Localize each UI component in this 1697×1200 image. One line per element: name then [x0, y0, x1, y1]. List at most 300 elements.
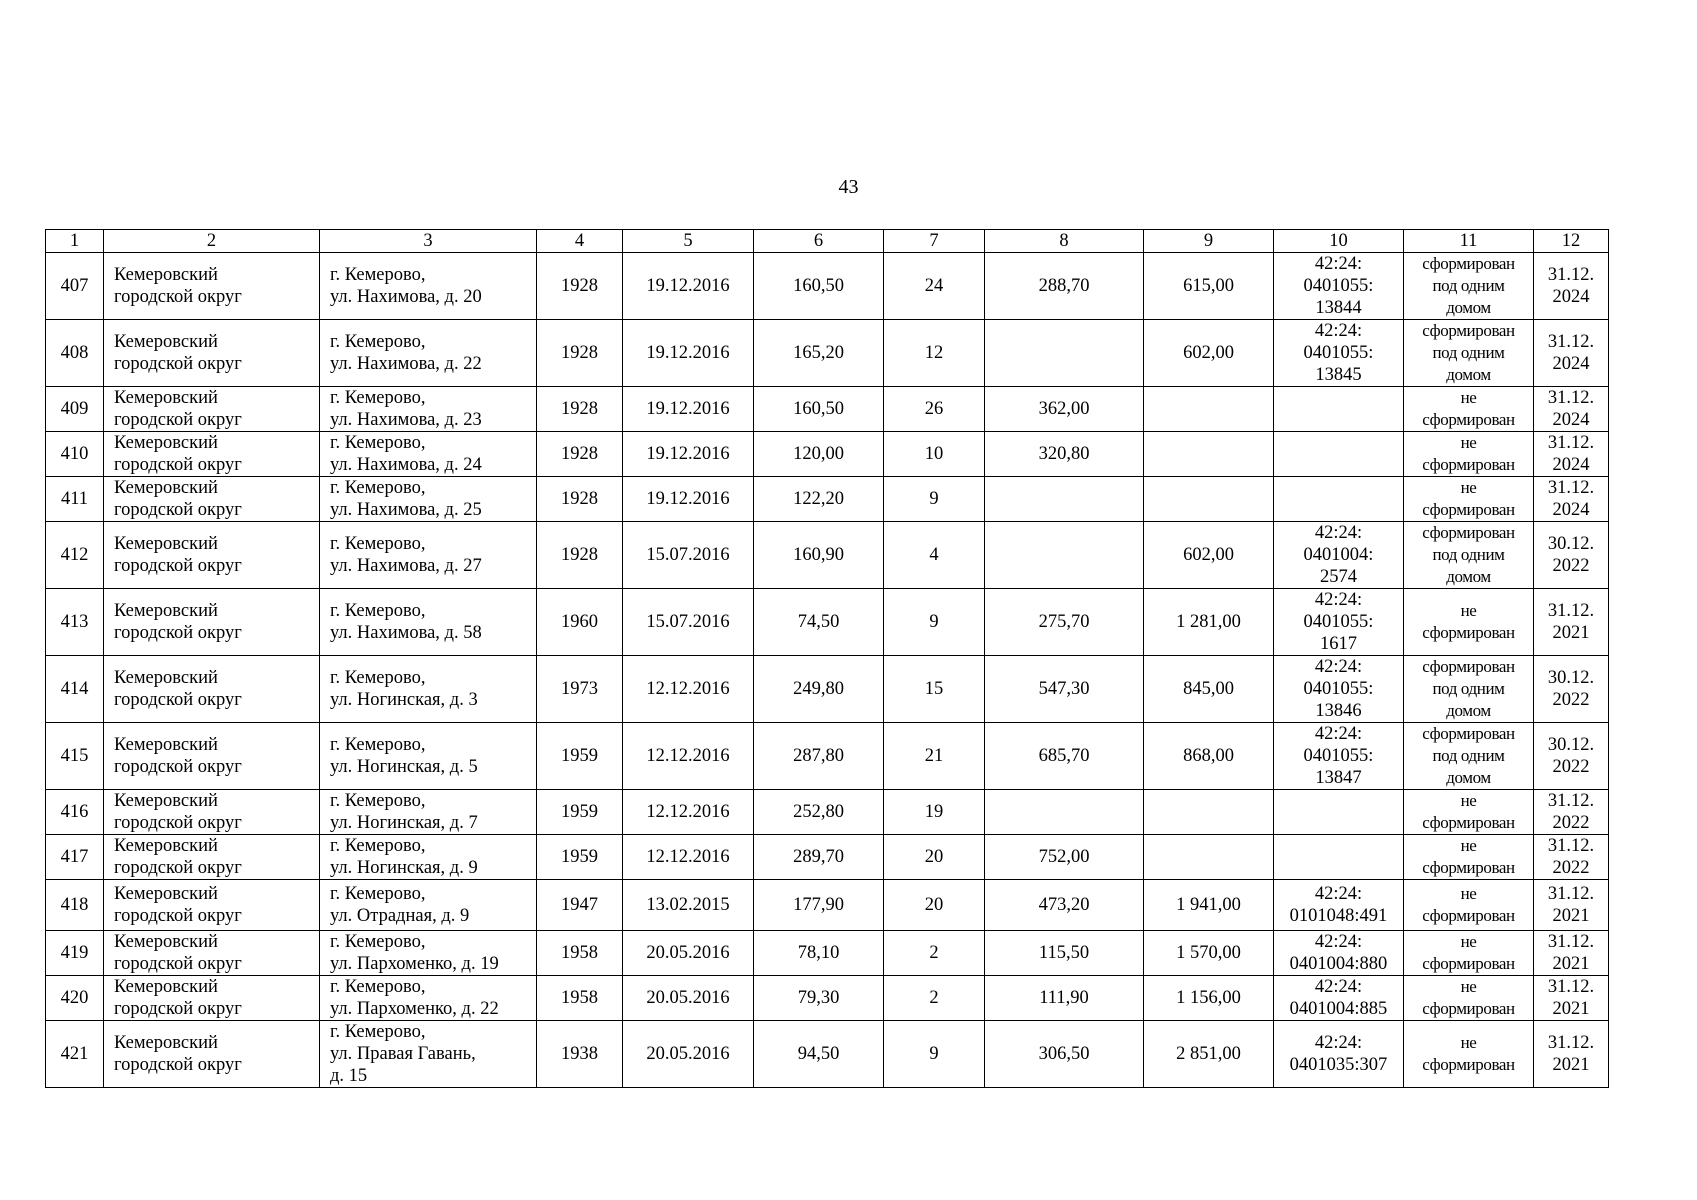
municipality-line: городской округ: [114, 757, 242, 777]
municipality-line: городской округ: [114, 1055, 242, 1075]
residents-count: 19: [884, 790, 985, 835]
address: [320, 387, 537, 432]
recognition-date: 19.12.2016: [623, 320, 754, 387]
table-row: [46, 432, 1609, 477]
address-line: ул. Нахимова, д. 58: [330, 623, 482, 643]
municipality-line: городской округ: [114, 858, 242, 878]
row-number: 418: [46, 880, 104, 931]
address-line: г. Кемерово,: [330, 836, 426, 856]
cadastral-number: [1274, 976, 1404, 1021]
address: [320, 931, 537, 976]
land-area-value: [1144, 432, 1274, 477]
land-plot-status-line: домом: [1446, 768, 1491, 787]
address-line: г. Кемерово,: [330, 534, 426, 554]
municipality: [104, 835, 320, 880]
cadastral-number-line: 13844: [1315, 298, 1362, 318]
resettlement-deadline-line: 31.12.: [1547, 836, 1595, 856]
recognition-date: 20.05.2016: [623, 976, 754, 1021]
municipality-line: городской округ: [114, 690, 242, 710]
resettlement-deadline: [1534, 976, 1609, 1021]
resettlement-deadline-line: 31.12.: [1547, 791, 1595, 811]
municipality-line: Кемеровский: [114, 884, 218, 904]
resettlement-deadline: [1534, 387, 1609, 432]
land-plot-status-line: не: [1460, 791, 1477, 810]
land-area-value: 602,00: [1144, 522, 1274, 589]
column-header-4: 4: [537, 230, 623, 253]
address-line: ул. Ногинская, д. 5: [330, 757, 478, 777]
cadastral-number: [1274, 931, 1404, 976]
recognition-date: 20.05.2016: [623, 1021, 754, 1088]
resettlement-deadline-line: 31.12.: [1547, 433, 1595, 453]
resettlement-deadline-line: 2022: [1552, 858, 1590, 878]
table-row: [46, 656, 1609, 723]
cadastral-number: [1274, 387, 1404, 432]
land-area-value: [1144, 387, 1274, 432]
build-year: 1960: [537, 589, 623, 656]
column-8-value: [985, 790, 1144, 835]
table-row: [46, 931, 1609, 976]
municipality: [104, 320, 320, 387]
land-plot-status-line: не: [1460, 388, 1477, 407]
build-year: 1959: [537, 835, 623, 880]
land-plot-status: [1404, 387, 1534, 432]
build-year: 1959: [537, 723, 623, 790]
column-8-value: 473,20: [985, 880, 1144, 931]
row-number: 417: [46, 835, 104, 880]
resettlement-deadline-line: 30.12.: [1547, 534, 1595, 554]
municipality-line: городской округ: [114, 954, 242, 974]
land-plot-status-line: не: [1460, 1033, 1477, 1052]
address: [320, 253, 537, 320]
recognition-date: 12.12.2016: [623, 835, 754, 880]
land-plot-status-line: домом: [1446, 298, 1491, 317]
resettlement-deadline: [1534, 931, 1609, 976]
resettlement-deadline-line: 2024: [1552, 287, 1590, 307]
build-year: 1928: [537, 432, 623, 477]
municipality: [104, 432, 320, 477]
resettlement-deadline: [1534, 790, 1609, 835]
address: [320, 835, 537, 880]
municipality: [104, 387, 320, 432]
municipality-line: Кемеровский: [114, 265, 218, 285]
address-line: г. Кемерово,: [330, 433, 426, 453]
land-plot-status-line: под одним: [1432, 343, 1505, 362]
resettlement-deadline-line: 31.12.: [1547, 265, 1595, 285]
land-plot-status-line: не: [1460, 433, 1477, 452]
resettlement-deadline-line: 2024: [1552, 410, 1590, 430]
land-plot-status-line: сформирован: [1422, 999, 1515, 1018]
resettlement-deadline: [1534, 432, 1609, 477]
cadastral-number: [1274, 723, 1404, 790]
land-plot-status-line: под одним: [1432, 276, 1505, 295]
cadastral-number: [1274, 477, 1404, 522]
cadastral-number-line: 0101048:491: [1289, 906, 1388, 926]
area-value: 78,10: [754, 931, 884, 976]
address-line: г. Кемерово,: [330, 735, 426, 755]
address-line: г. Кемерово,: [330, 1022, 426, 1042]
recognition-date: 13.02.2015: [623, 880, 754, 931]
recognition-date: 19.12.2016: [623, 432, 754, 477]
address: [320, 880, 537, 931]
area-value: 79,30: [754, 976, 884, 1021]
resettlement-deadline-line: 30.12.: [1547, 668, 1595, 688]
cadastral-number-line: 42:24:: [1314, 590, 1363, 610]
resettlement-deadline: [1534, 723, 1609, 790]
address-line: ул. Пархоменко, д. 22: [330, 999, 499, 1019]
cadastral-number-line: 42:24:: [1314, 884, 1363, 904]
cadastral-number: [1274, 1021, 1404, 1088]
address: [320, 320, 537, 387]
land-plot-status-line: сформирован: [1422, 523, 1515, 542]
land-area-value: [1144, 835, 1274, 880]
land-area-value: 845,00: [1144, 656, 1274, 723]
municipality-line: городской округ: [114, 287, 242, 307]
column-8-value: [985, 522, 1144, 589]
land-plot-status-line: под одним: [1432, 746, 1505, 765]
address-line: г. Кемерово,: [330, 478, 426, 498]
build-year: 1928: [537, 477, 623, 522]
column-header-6: 6: [754, 230, 884, 253]
land-area-value: 1 156,00: [1144, 976, 1274, 1021]
area-value: 249,80: [754, 656, 884, 723]
municipality-line: Кемеровский: [114, 601, 218, 621]
resettlement-deadline-line: 30.12.: [1547, 735, 1595, 755]
residents-count: 24: [884, 253, 985, 320]
address: [320, 723, 537, 790]
resettlement-deadline: [1534, 253, 1609, 320]
area-value: 287,80: [754, 723, 884, 790]
land-plot-status: [1404, 656, 1534, 723]
row-number: 421: [46, 1021, 104, 1088]
row-number: 416: [46, 790, 104, 835]
column-8-value: 115,50: [985, 931, 1144, 976]
land-plot-status-line: домом: [1446, 567, 1491, 586]
area-value: 252,80: [754, 790, 884, 835]
municipality-line: городской округ: [114, 410, 242, 430]
land-plot-status-line: сформирован: [1422, 321, 1515, 340]
land-plot-status-line: сформирован: [1422, 623, 1515, 642]
municipality-line: городской округ: [114, 623, 242, 643]
cadastral-number-line: 0401055:: [1303, 612, 1374, 632]
municipality: [104, 976, 320, 1021]
land-plot-status: [1404, 522, 1534, 589]
land-plot-status-line: домом: [1446, 365, 1491, 384]
municipality: [104, 656, 320, 723]
address-line: ул. Нахимова, д. 20: [330, 287, 482, 307]
resettlement-deadline: [1534, 880, 1609, 931]
municipality-line: городской округ: [114, 813, 242, 833]
land-plot-status: [1404, 835, 1534, 880]
row-number: 409: [46, 387, 104, 432]
municipality: [104, 522, 320, 589]
municipality: [104, 253, 320, 320]
address-line: г. Кемерово,: [330, 332, 426, 352]
column-8-value: 275,70: [985, 589, 1144, 656]
build-year: 1938: [537, 1021, 623, 1088]
build-year: 1947: [537, 880, 623, 931]
land-plot-status-line: сформирован: [1422, 410, 1515, 429]
municipality-line: городской округ: [114, 556, 242, 576]
row-number: 415: [46, 723, 104, 790]
build-year: 1973: [537, 656, 623, 723]
build-year: 1958: [537, 976, 623, 1021]
municipality-line: городской округ: [114, 455, 242, 475]
table-row: [46, 387, 1609, 432]
land-plot-status-line: под одним: [1432, 545, 1505, 564]
resettlement-deadline-line: 2024: [1552, 500, 1590, 520]
column-8-value: 752,00: [985, 835, 1144, 880]
cadastral-number-line: 1617: [1320, 634, 1357, 654]
cadastral-number-line: 42:24:: [1314, 321, 1363, 341]
resettlement-deadline-line: 2022: [1552, 556, 1590, 576]
table-row: [46, 976, 1609, 1021]
address-line: г. Кемерово,: [330, 601, 426, 621]
column-8-value: [985, 320, 1144, 387]
cadastral-number: [1274, 835, 1404, 880]
area-value: 177,90: [754, 880, 884, 931]
address-line: г. Кемерово,: [330, 884, 426, 904]
build-year: 1928: [537, 253, 623, 320]
column-header-8: 8: [985, 230, 1144, 253]
area-value: 94,50: [754, 1021, 884, 1088]
build-year: 1928: [537, 320, 623, 387]
land-plot-status-line: сформирован: [1422, 906, 1515, 925]
residents-count: 15: [884, 656, 985, 723]
address-line: ул. Нахимова, д. 24: [330, 455, 482, 475]
residents-count: 10: [884, 432, 985, 477]
resettlement-deadline-line: 2022: [1552, 813, 1590, 833]
cadastral-number-line: 13845: [1315, 365, 1362, 385]
municipality: [104, 880, 320, 931]
land-area-value: 1 941,00: [1144, 880, 1274, 931]
address-line: ул. Пархоменко, д. 19: [330, 954, 499, 974]
land-area-value: 602,00: [1144, 320, 1274, 387]
build-year: 1959: [537, 790, 623, 835]
row-number: 411: [46, 477, 104, 522]
land-area-value: 2 851,00: [1144, 1021, 1274, 1088]
recognition-date: 15.07.2016: [623, 522, 754, 589]
cadastral-number-line: 0401004:885: [1289, 999, 1388, 1019]
area-value: 160,50: [754, 253, 884, 320]
cadastral-number: [1274, 432, 1404, 477]
land-plot-status: [1404, 477, 1534, 522]
resettlement-deadline-line: 31.12.: [1547, 1033, 1595, 1053]
residents-count: 21: [884, 723, 985, 790]
column-8-value: 547,30: [985, 656, 1144, 723]
column-header-5: 5: [623, 230, 754, 253]
cadastral-number-line: 42:24:: [1314, 977, 1363, 997]
column-8-value: 685,70: [985, 723, 1144, 790]
table-row: [46, 790, 1609, 835]
cadastral-number-line: 13847: [1315, 768, 1362, 788]
address: [320, 477, 537, 522]
municipality-line: Кемеровский: [114, 668, 218, 688]
resettlement-deadline-line: 2022: [1552, 757, 1590, 777]
address: [320, 589, 537, 656]
column-header-1: 1: [46, 230, 104, 253]
residents-count: 2: [884, 976, 985, 1021]
land-area-value: [1144, 790, 1274, 835]
land-plot-status: [1404, 253, 1534, 320]
column-8-value: 306,50: [985, 1021, 1144, 1088]
table-row: [46, 1021, 1609, 1088]
column-header-10: 10: [1274, 230, 1404, 253]
table-row: [46, 880, 1609, 931]
municipality: [104, 723, 320, 790]
land-plot-status-line: сформирован: [1422, 954, 1515, 973]
area-value: 165,20: [754, 320, 884, 387]
column-8-value: [985, 477, 1144, 522]
address-line: ул. Правая Гавань,: [330, 1044, 476, 1064]
cadastral-number-line: 42:24:: [1314, 932, 1363, 952]
land-plot-status-line: сформирован: [1422, 724, 1515, 743]
area-value: 160,50: [754, 387, 884, 432]
residents-count: 26: [884, 387, 985, 432]
land-plot-status-line: не: [1460, 601, 1477, 620]
land-plot-status-line: сформирован: [1422, 500, 1515, 519]
address-line: ул. Ногинская, д. 3: [330, 690, 478, 710]
recognition-date: 19.12.2016: [623, 253, 754, 320]
land-plot-status: [1404, 976, 1534, 1021]
municipality-line: Кемеровский: [114, 388, 218, 408]
resettlement-deadline-line: 31.12.: [1547, 932, 1595, 952]
cadastral-number-line: 42:24:: [1314, 1033, 1363, 1053]
table-row: [46, 723, 1609, 790]
recognition-date: 19.12.2016: [623, 477, 754, 522]
column-number-header: [46, 230, 1609, 253]
land-plot-status-line: сформирован: [1422, 858, 1515, 877]
resettlement-deadline-line: 2021: [1552, 954, 1590, 974]
cadastral-number-line: 42:24:: [1314, 254, 1363, 274]
cadastral-number-line: 42:24:: [1314, 724, 1363, 744]
land-plot-status-line: сформирован: [1422, 657, 1515, 676]
row-number: 408: [46, 320, 104, 387]
resettlement-deadline-line: 2021: [1552, 1055, 1590, 1075]
municipality-line: городской округ: [114, 500, 242, 520]
resettlement-deadline: [1534, 589, 1609, 656]
column-header-7: 7: [884, 230, 985, 253]
row-number: 413: [46, 589, 104, 656]
column-8-value: 288,70: [985, 253, 1144, 320]
cadastral-number-line: 0401055:: [1303, 746, 1374, 766]
municipality-line: городской округ: [114, 354, 242, 374]
cadastral-number-line: 0401035:307: [1289, 1055, 1388, 1075]
land-plot-status-line: сформирован: [1422, 1055, 1515, 1074]
land-plot-status: [1404, 790, 1534, 835]
recognition-date: 20.05.2016: [623, 931, 754, 976]
address: [320, 522, 537, 589]
resettlement-deadline-line: 2021: [1552, 999, 1590, 1019]
municipality-line: Кемеровский: [114, 1033, 218, 1053]
cadastral-number-line: 42:24:: [1314, 657, 1363, 677]
resettlement-deadline-line: 2024: [1552, 354, 1590, 374]
residents-count: 2: [884, 931, 985, 976]
cadastral-number-line: 42:24:: [1314, 523, 1363, 543]
resettlement-deadline: [1534, 320, 1609, 387]
cadastral-number-line: 0401055:: [1303, 276, 1374, 296]
residents-count: 9: [884, 1021, 985, 1088]
resettlement-deadline-line: 2022: [1552, 690, 1590, 710]
residents-count: 9: [884, 589, 985, 656]
resettlement-deadline-line: 2021: [1552, 623, 1590, 643]
recognition-date: 12.12.2016: [623, 656, 754, 723]
table-body: [46, 253, 1609, 1088]
column-8-value: 362,00: [985, 387, 1144, 432]
column-8-value: 111,90: [985, 976, 1144, 1021]
land-plot-status-line: не: [1460, 932, 1477, 951]
cadastral-number: [1274, 320, 1404, 387]
address-line: ул. Нахимова, д. 22: [330, 354, 482, 374]
table-row: [46, 320, 1609, 387]
table-row: [46, 477, 1609, 522]
recognition-date: 19.12.2016: [623, 387, 754, 432]
area-value: 160,90: [754, 522, 884, 589]
land-plot-status: [1404, 931, 1534, 976]
cadastral-number-line: 0401004:880: [1289, 954, 1388, 974]
land-area-value: 1 570,00: [1144, 931, 1274, 976]
municipality-line: городской округ: [114, 906, 242, 926]
land-plot-status: [1404, 1021, 1534, 1088]
address-line: ул. Отрадная, д. 9: [330, 906, 470, 926]
address-line: г. Кемерово,: [330, 388, 426, 408]
address-line: ул. Ногинская, д. 7: [330, 813, 478, 833]
land-plot-status-line: не: [1460, 884, 1477, 903]
address-line: д. 15: [330, 1066, 368, 1086]
residents-count: 20: [884, 880, 985, 931]
land-plot-status-line: не: [1460, 478, 1477, 497]
municipality-line: городской округ: [114, 999, 242, 1019]
municipality-line: Кемеровский: [114, 836, 218, 856]
municipality: [104, 477, 320, 522]
land-plot-status-line: не: [1460, 977, 1477, 996]
municipality: [104, 931, 320, 976]
address-line: ул. Нахимова, д. 25: [330, 500, 482, 520]
cadastral-number: [1274, 522, 1404, 589]
table-row: [46, 589, 1609, 656]
resettlement-deadline-line: 2024: [1552, 455, 1590, 475]
land-plot-status: [1404, 723, 1534, 790]
land-plot-status: [1404, 880, 1534, 931]
cadastral-number: [1274, 253, 1404, 320]
land-plot-status-line: не: [1460, 836, 1477, 855]
land-area-value: 868,00: [1144, 723, 1274, 790]
address: [320, 1021, 537, 1088]
cadastral-number: [1274, 589, 1404, 656]
resettlement-deadline-line: 31.12.: [1547, 332, 1595, 352]
address-line: ул. Ногинская, д. 9: [330, 858, 478, 878]
land-plot-status: [1404, 589, 1534, 656]
table-row: [46, 522, 1609, 589]
residents-count: 9: [884, 477, 985, 522]
row-number: 419: [46, 931, 104, 976]
municipality-line: Кемеровский: [114, 534, 218, 554]
recognition-date: 15.07.2016: [623, 589, 754, 656]
resettlement-deadline: [1534, 522, 1609, 589]
address: [320, 656, 537, 723]
cadastral-number-line: 2574: [1320, 567, 1357, 587]
municipality-line: Кемеровский: [114, 433, 218, 453]
resettlement-deadline: [1534, 1021, 1609, 1088]
land-area-value: 1 281,00: [1144, 589, 1274, 656]
resettlement-deadline-line: 31.12.: [1547, 601, 1595, 621]
residents-count: 4: [884, 522, 985, 589]
municipality-line: Кемеровский: [114, 791, 218, 811]
column-header-11: 11: [1404, 230, 1534, 253]
resettlement-deadline: [1534, 835, 1609, 880]
page-number: 43: [838, 176, 859, 198]
land-area-value: [1144, 477, 1274, 522]
resettlement-deadline-line: 31.12.: [1547, 388, 1595, 408]
